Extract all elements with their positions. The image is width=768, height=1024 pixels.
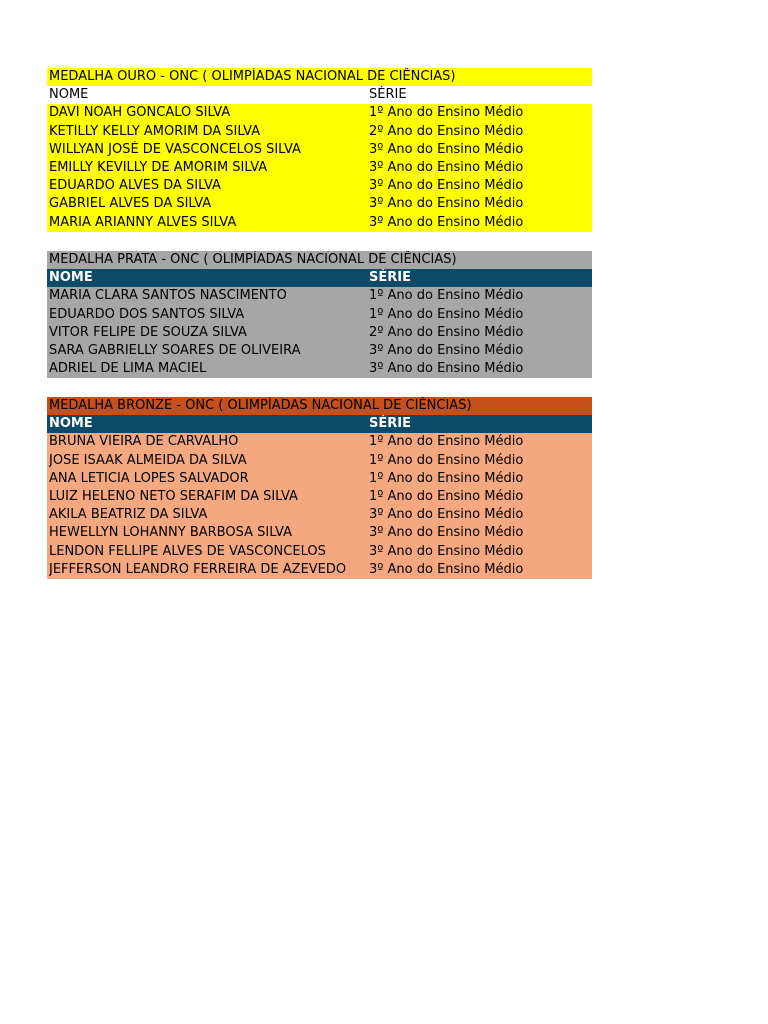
column-header-nome: NOME	[49, 270, 93, 286]
table-row	[47, 506, 592, 524]
bronze-medal-table	[47, 397, 592, 579]
student-name: AKILA BEATRIZ DA SILVA	[49, 507, 208, 523]
student-serie: 3º Ano do Ensino Médio	[369, 543, 524, 559]
student-serie: 3º Ano do Ensino Médio	[369, 361, 524, 377]
silver-medal-table	[47, 251, 592, 378]
gold-medal-header-row	[47, 86, 592, 104]
table-row	[47, 488, 592, 506]
gold-medal-rows	[47, 104, 592, 231]
student-serie: 3º Ano do Ensino Médio	[369, 141, 524, 157]
table-row	[47, 524, 592, 542]
silver-medal-header-row	[47, 269, 592, 287]
silver-medal-rows	[47, 287, 592, 378]
bronze-medal-header-row	[47, 415, 592, 433]
table-row	[47, 104, 592, 122]
bronze-medal-rows	[47, 433, 592, 579]
table-row	[47, 123, 592, 141]
student-name: ADRIEL DE LIMA MACIEL	[49, 361, 207, 377]
student-name: KETILLY KELLY AMORIM DA SILVA	[49, 123, 261, 139]
table-row	[47, 324, 592, 342]
table-row	[47, 470, 592, 488]
student-name: EDUARDO ALVES DA SILVA	[49, 178, 221, 194]
student-serie: 1º Ano do Ensino Médio	[369, 105, 524, 121]
student-name: MARIA ARIANNY ALVES SILVA	[49, 214, 237, 230]
student-serie: 3º Ano do Ensino Médio	[369, 159, 524, 175]
table-row	[47, 159, 592, 177]
table-row	[47, 433, 592, 451]
table-row	[47, 561, 592, 579]
student-serie: 2º Ano do Ensino Médio	[369, 123, 524, 139]
table-row	[47, 195, 592, 213]
table-row	[47, 543, 592, 561]
silver-medal-title: MEDALHA PRATA - ONC ( OLIMPÍADAS NACIONAL DE CIÊNCIAS)	[49, 252, 457, 267]
student-name: JEFFERSON LEANDRO FERREIRA DE AZEVEDO	[49, 561, 347, 577]
student-name: HEWELLYN LOHANNY BARBOSA SILVA	[49, 525, 292, 541]
student-name: JOSE ISAAK ALMEIDA DA SILVA	[49, 452, 247, 468]
student-serie: 3º Ano do Ensino Médio	[369, 214, 524, 230]
student-serie: 1º Ano do Ensino Médio	[369, 488, 524, 504]
gold-medal-table	[47, 68, 592, 232]
table-row	[47, 177, 592, 195]
bronze-medal-title-row	[47, 397, 592, 415]
table-row	[47, 342, 592, 360]
student-serie: 1º Ano do Ensino Médio	[369, 470, 524, 486]
student-name: DAVI NOAH GONCALO SILVA	[49, 105, 231, 121]
student-name: WILLYAN JOSÉ DE VASCONCELOS SILVA	[49, 141, 301, 157]
gold-medal-title-row	[47, 68, 592, 86]
student-serie: 1º Ano do Ensino Médio	[369, 452, 524, 468]
student-serie: 3º Ano do Ensino Médio	[369, 196, 524, 212]
student-name: EMILLY KEVILLY DE AMORIM SILVA	[49, 159, 268, 175]
student-name: GABRIEL ALVES DA SILVA	[49, 196, 212, 212]
student-serie: 3º Ano do Ensino Médio	[369, 561, 524, 577]
table-row	[47, 452, 592, 470]
student-serie: 3º Ano do Ensino Médio	[369, 525, 524, 541]
student-name: BRUNA VIEIRA DE CARVALHO	[49, 434, 239, 450]
silver-medal-title-row	[47, 251, 592, 269]
student-serie: 1º Ano do Ensino Médio	[369, 434, 524, 450]
column-header-nome: NOME	[49, 416, 93, 432]
student-name: SARA GABRIELLY SOARES DE OLIVEIRA	[49, 342, 301, 358]
student-name: MARIA CLARA SANTOS NASCIMENTO	[49, 288, 287, 304]
column-header-serie: SÉRIE	[369, 270, 411, 286]
student-serie: 1º Ano do Ensino Médio	[369, 306, 524, 322]
table-row	[47, 141, 592, 159]
gold-medal-title: MEDALHA OURO - ONC ( OLIMPÍADAS NACIONAL DE CIÊNCIAS)	[49, 69, 456, 84]
table-row	[47, 360, 592, 378]
table-row	[47, 306, 592, 324]
column-header-nome: NOME	[49, 87, 89, 103]
student-serie: 2º Ano do Ensino Médio	[369, 324, 524, 340]
student-serie: 3º Ano do Ensino Médio	[369, 507, 524, 523]
table-row	[47, 287, 592, 305]
student-name: LENDON FELLIPE ALVES DE VASCONCELOS	[49, 543, 326, 559]
student-name: LUIZ HELENO NETO SERAFIM DA SILVA	[49, 488, 298, 504]
student-serie: 3º Ano do Ensino Médio	[369, 342, 524, 358]
student-name: VITOR FELIPE DE SOUZA SILVA	[49, 324, 247, 340]
student-serie: 3º Ano do Ensino Médio	[369, 178, 524, 194]
student-serie: 1º Ano do Ensino Médio	[369, 288, 524, 304]
column-header-serie: SÉRIE	[369, 87, 407, 103]
student-name: ANA LETICIA LOPES SALVADOR	[49, 470, 249, 486]
column-header-serie: SÉRIE	[369, 416, 411, 432]
table-row	[47, 214, 592, 232]
student-name: EDUARDO DOS SANTOS SILVA	[49, 306, 245, 322]
bronze-medal-title: MEDALHA BRONZE - ONC ( OLIMPÍADAS NACIONAL DE CIÊNCIAS)	[49, 398, 472, 413]
